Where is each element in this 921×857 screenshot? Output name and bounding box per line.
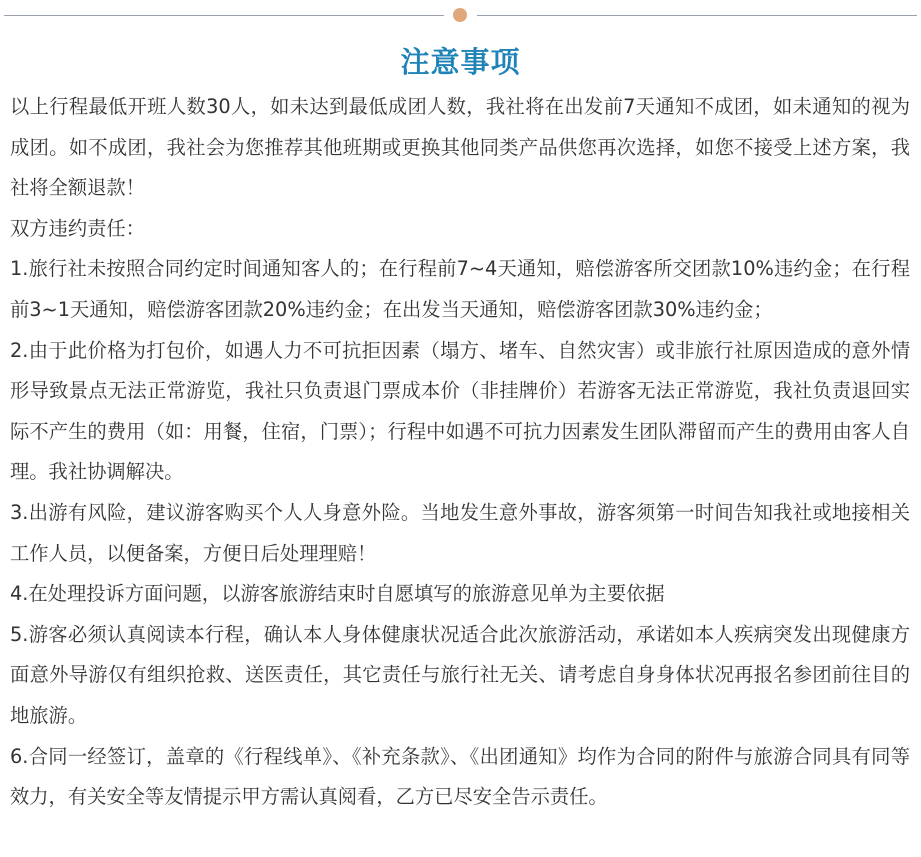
notice-content: [10, 87, 910, 818]
paragraph-item-5: 5.游客必须认真阅读本行程，确认本人身体健康状况适合此次旅游活动，承诺如本人疾病突发出现健康方面意外导游仅有组织抢救、送医责任，其它责任与旅行社无关、请考虑自身身体状况再报名参团前往目的地旅游。: [10, 622, 910, 727]
header-divider: [0, 0, 921, 30]
paragraph-liability-heading: 双方违约责任：: [10, 216, 145, 240]
divider-dot-icon: [453, 8, 467, 22]
paragraph-item-6: 6.合同一经签订，盖章的《行程线单》、《补充条款》、《出团通知》均作为合同的附件与旅游合同具有同等效力，有关安全等友情提示甲方需认真阅看，乙方已尽安全告示责任。: [10, 744, 910, 809]
paragraph-item-4: 4.在处理投诉方面问题，以游客旅游结束时自愿填写的旅游意见单为主要依据: [10, 582, 665, 606]
page-title: 注意事项: [400, 45, 521, 79]
divider-line-left: [4, 15, 444, 16]
paragraph-item-2: 2.由于此价格为打包价，如遇人力不可抗拒因素（塌方、堵车、自然灾害）或非旅行社原因造成的意外情形导致景点无法正常游览，我社只负责退门票成本价（非挂牌价）若游客无法正常游览，我社负责退回实际不产生的费用（如：用餐，住宿，门票）；行程中如遇不可抗力因素发生团队滞留而产生的费用由客人自理。我社协调解决。: [10, 338, 910, 484]
paragraph-minimum-group: 以上行程最低开班人数30人，如未达到最低成团人数，我社将在出发前7天通知不成团，如未通知的视为成团。如不成团，我社会为您推荐其他班期或更换其他同类产品供您再次选择，如您不接受上述方案，我社将全额退款！: [10, 95, 910, 200]
paragraph-item-3: 3.出游有风险，建议游客购买个人人身意外险。当地发生意外事故，游客须第一时间告知我社或地接相关工作人员，以便备案，方便日后处理理赔！: [10, 500, 910, 565]
paragraph-item-1: 1.旅行社未按照合同约定时间通知客人的；在行程前7~4天通知，赔偿游客所交团款10%违约金；在行程前3~1天通知，赔偿游客团款20%违约金；在出发当天通知，赔偿游客团款30%违约金；: [10, 257, 910, 321]
divider-line-right: [477, 15, 917, 16]
